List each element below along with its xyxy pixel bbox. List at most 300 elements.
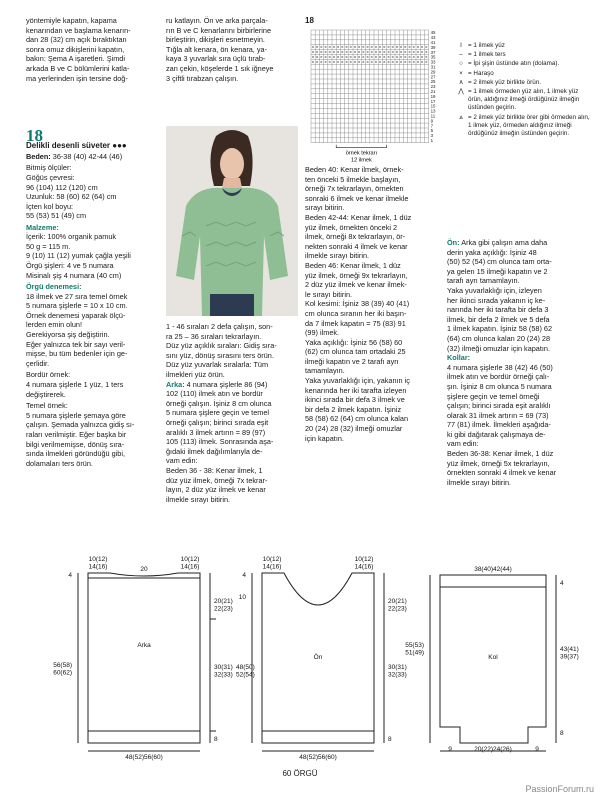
schematic-label: 4 [242,572,246,579]
schematic-label: 4 [68,572,72,579]
finished-label: Bitmiş ölçüler: [26,163,72,173]
column-2-body [166,322,294,504]
text-line: bakın: Şema A işaretleri. Şimdi [26,54,125,64]
chart-number: 18 [305,16,314,25]
schematic-label: 39(37) [560,653,579,661]
chart-stitch-mark: × [353,44,357,50]
chart-row-label: 9 [430,118,434,124]
text-line: 50 g = 115 m. [26,241,71,251]
chart-row-label: 33 [430,59,436,65]
text-line: (32) ilmeği omuzlar için kapatın. [447,343,551,353]
schematic-label: 32(33) [388,671,407,679]
text-line: Beden 42-44: Kenar ilmek, 1 düz [305,212,412,222]
text-line: olarak 31 ilmek artırın = 69 (73) [447,410,549,420]
legend-symbol: × [459,69,463,77]
chart-stitch-mark: × [336,49,340,55]
text-line: Yaka yuvarlaklığı için, yakanın iç [305,376,410,386]
text-line: rın B ve C kenarlarını birbirlerine [166,25,272,35]
chart-stitch-mark: × [320,49,323,55]
pattern-details [26,141,160,468]
chart-stitch-mark: × [315,49,319,55]
text-line: düz yüz ilmek, örneği 7x tekrar- [166,475,268,485]
chart-stitch-mark: × [349,44,353,50]
text-line: vam edin: [166,456,198,466]
chart-stitch-mark: × [378,44,382,50]
chart-stitch-mark: × [370,44,374,50]
chart-stitch-mark: × [408,54,411,60]
back-section: Arka: 4 numara şişlerle 86 (94) [166,379,268,389]
text-line: kenarında her iki tarafta izleyen [305,385,407,395]
chart-stitch-mark: × [387,44,390,50]
gauge-text [26,292,160,369]
finishing-text [166,16,294,83]
chart-stitch-mark: × [374,59,378,65]
back-instructions [166,389,294,504]
chart-stitch-mark: × [366,54,369,60]
chart-stitch-mark: × [362,54,365,60]
base-heading: Temel örnek: [26,401,68,411]
text-line: ilmek, bir defa 2 ilmek ve 5 defa [447,314,550,324]
chart-stitch-mark: × [320,54,323,60]
chart-stitch-mark: × [370,49,374,55]
schematic-label: 32(33) [214,671,233,679]
text-line: Beden 40: Kenar ilmek, örnek- [305,165,404,174]
chart-stitch-mark: × [399,44,403,50]
schematic-label: 43(41) [560,646,579,653]
text-line: ikinci sırada bir defa 3 ilmek ve [305,395,405,405]
chart-row-label: 13 [430,108,436,114]
legend-item [454,114,594,139]
chart-stitch-mark: × [315,54,319,60]
chart-stitch-mark: × [408,44,411,50]
chart-stitch-mark: × [383,44,386,50]
chart-stitch-mark: × [311,49,315,55]
chart-row-label: 25 [430,79,436,85]
front-instructions [447,248,577,354]
chart-stitch-mark: × [416,44,420,50]
chart-stitch-mark: × [353,49,357,55]
text-line: için kapatın. [305,433,344,443]
schematic-label: 30(31) [214,664,233,671]
chart-stitch-mark: × [395,49,399,55]
schematic-label: 14(16) [88,563,108,571]
chart-stitch-mark: × [324,49,327,55]
legend-item [454,60,594,68]
text-line: ra 25 – 36 sıraları tekrarlayın. [166,331,262,341]
chart-stitch-mark: × [395,59,399,65]
text-line: Misinalı şiş 4 numara (40 cm) [26,270,122,280]
chart-row-label: 45 [430,30,436,36]
text-line: tamamlayın. [305,366,345,376]
text-line: sırayı bitirin. [305,203,345,213]
text-line: Beden 36-38: Kenar ilmek, 1 düz [447,449,554,459]
text-line: İçerik: 100% organik pamuk [26,232,117,242]
text-line: (99) ilmek. [305,328,340,338]
chart-stitch-mark: × [370,54,374,60]
text-line: şişlere geçin ve temel örneği [447,391,540,401]
text-line: Beden 36 - 38: Kenar ilmek, 1 [166,465,263,475]
chart-stitch-mark: × [345,59,348,65]
text-line: örneği 7x tekrarlayın, örnekten [305,184,404,194]
chart-stitch-mark: × [416,59,420,65]
text-line: dan 28 (32) cm açık bıraktıktan [26,35,127,45]
sleeve-label: İçten kol boyu: [26,201,74,211]
chart-stitch-mark: × [387,54,390,60]
chart-stitch-mark: × [345,54,348,60]
chart-row-label: 37 [430,49,436,55]
stitch-chart [305,16,445,166]
chart-stitch-mark: × [320,44,323,50]
column-1 [26,16,160,83]
text-line: çalışın; birinci sırada eşit aralıklı [447,401,551,411]
schematic-label: 20(22)24(26) [474,746,512,753]
text-line: 1 ilmek kapatın. İşiniz 58 (58) 62 [447,324,553,334]
sleeves-instructions [447,363,577,488]
text-line: 5 numara şişlere geçin ve temel [166,408,270,418]
sleeve-value: 55 (53) 51 (49) cm [26,211,87,221]
chart-stitch-mark: × [374,49,378,55]
chart-stitch-mark: × [391,49,395,55]
text-line: ki gibi dağıtarak çalışmaya de- [447,429,546,439]
chart-row-label: 43 [430,35,436,41]
chart-legend [454,42,594,139]
text-line: aralıklı 3 ilmek artırın = 89 (97) [166,427,266,437]
text-line: birleştirin, dikişleri esnetmeyin. [166,35,265,45]
chart-stitch-mark: × [341,49,344,55]
chart-stitch-mark: × [311,44,315,50]
chart-stitch-mark: × [353,59,357,65]
pattern-title: Delikli desenli süveter ●●● [26,141,127,150]
schematic-label: 4 [560,580,564,587]
chart-stitch-mark: × [341,59,344,65]
border-heading: Bordür örnek: [26,370,71,380]
length-value: Uzunluk: 58 (60) 62 (64) cm [26,192,117,202]
text-line: Gerekiyorsa şiş değiştirin. [26,330,110,340]
chart-row-label: 11 [430,113,436,119]
chart-row-label: 21 [430,89,436,94]
chart-row-label: 23 [430,84,436,90]
text-line: kenarından ve başlama kenarın- [26,25,131,35]
chart-stitch-mark: × [404,54,407,60]
text-line: derin yaka açıklığı: İşiniz 48 [447,247,537,257]
chart-row-label: 17 [430,98,436,104]
text-line: Örnek denemesi yaparak ölçü- [26,310,126,320]
model-photo [166,126,298,316]
chart-stitch-mark: × [370,59,374,65]
chart-stitch-mark: × [378,54,382,60]
chart-stitch-mark: × [328,59,332,65]
text-line: cm olunca sıranın her iki başın- [305,308,407,318]
repeat-instructions [166,322,294,380]
text-line: ğıdaki ilmek dağılımlarıyla de- [166,446,263,456]
chart-stitch-mark: × [366,59,369,65]
schematic-label: 48(52)56(60) [125,754,163,761]
chart-stitch-mark: × [395,44,399,50]
legend-symbol: ○ [459,60,463,68]
text-line: da 7 ilmek kapatın = 75 (83) 91 [305,318,406,328]
chart-stitch-mark: × [391,44,395,50]
chart-stitch-mark: × [425,59,428,65]
schematic-label: 38(40)42(44) [474,566,512,573]
chart-stitch-mark: × [404,59,407,65]
text-line: 4 numara şişlerle 38 (42) 46 (50) [447,362,553,372]
chart-row-label: 5 [430,128,434,134]
schematic-label: 14(16) [354,563,374,571]
chart-stitch-mark: × [395,54,399,60]
front-section: Ön: Arka gibi çalışın ama daha [447,238,548,247]
chart-row-label: 29 [430,69,436,75]
pattern-number: 18 [26,126,43,145]
text-line: yöntemiyle kapatın, kapama [26,16,117,25]
text-line: ru katlayın. Ön ve arka parçala- [166,16,268,25]
repeat-label: 12 ilmek [350,157,372,164]
schematic-label: 22(23) [388,605,407,613]
chart-stitch-mark: × [332,54,336,60]
back-schematic [78,573,216,751]
text-line: nekten sonraki 4 ilmek ve kenar [305,241,408,251]
chart-stitch-mark: × [328,44,332,50]
chart-stitch-mark: × [425,44,428,50]
text-line: Örgü şişleri: 4 ve 5 numara [26,260,114,270]
chart-stitch-mark: × [412,59,416,65]
legend-text: = 2 ilmek yüz birlikte örün. [468,78,541,86]
legend-symbol: ∧ [458,78,464,86]
text-line: ten önceki 5 ilmekle başlayın, [305,174,401,184]
text-line: 5 numara şişlerle = 10 x 10 cm. [26,301,128,311]
materials-list [26,232,160,280]
chart-stitch-mark: × [341,44,344,50]
text-line: Kol kesimi: İşiniz 38 (39) 40 (41) [305,299,410,309]
size-line: Beden: 36-38 (40) 42-44 (46) [26,152,123,162]
chart-stitch-mark: × [408,59,411,65]
schematic-label: 10 [238,594,246,601]
chart-row-label: 7 [430,123,434,129]
chart-stitch-mark: × [328,54,332,60]
text-line: yüz ilmek, örnekten önceki 2 [305,222,398,232]
chart-stitch-mark: × [357,49,361,55]
text-line: raları verilmiştir. Eğer başka bir [26,430,127,439]
schematic-label: 48(50) [236,664,255,671]
chart-stitch-mark: × [324,44,327,50]
legend-text: = 1 ilmek yüz [468,42,505,49]
schematic-label: 9 [448,746,452,753]
schematic-label: 8 [388,736,392,743]
chart-stitch-mark: × [378,49,382,55]
schematic-label: 8 [214,736,218,743]
legend-symbol: – [459,51,463,59]
text-line: Yaka açıklığı: İşiniz 56 (58) 60 [305,337,403,347]
gauge-heading: Örgü denemesi: [26,282,82,292]
chart-stitch-mark: × [387,49,390,55]
schematic-label: 10(12) [262,556,282,563]
front-schematic [252,573,384,751]
chest-value: 96 (104) 112 (120) cm [26,182,98,192]
schematic-label: 20(21) [214,598,233,605]
chart-stitch-mark: × [399,49,403,55]
chart-stitch-mark: × [332,49,336,55]
schematic-label: 8 [560,730,564,737]
text-line: çalışın. Şemada yalnızca gidiş sı- [26,420,135,430]
schematic-label: 22(23) [214,605,233,613]
chart-stitch-mark: × [362,59,365,65]
chart-row-label: 31 [430,64,436,70]
text-line: örnekten sonraki 4 ilmek ve kenar [447,468,557,478]
text-line: lerden emin olun! [26,320,82,330]
watermark: PassionForum.ru [525,784,594,794]
chart-stitch-mark: × [387,59,390,65]
chart-stitch-mark: × [336,44,340,50]
text-line: şın. İşiniz 8 cm olunca 5 numara [447,381,552,391]
text-line: (50) 52 (54) cm olunca tam orta- [447,257,552,267]
schematic-label: Ön [313,654,323,661]
column-4 [447,238,577,487]
chart-stitch-mark: × [383,49,386,55]
text-line: örneği çalışın. İşiniz 8 cm olunca [166,398,272,408]
schematic-label: 60(62) [53,669,72,677]
legend-text: = Haraşo [468,69,494,77]
schematic-label: 9 [535,746,539,753]
repeat-bracket [336,145,386,148]
text-line: ilmekleri yüz örün. [166,369,225,379]
text-line: Yaka yuvarlaklığı için, izleyen [447,285,542,295]
chart-row-label: 39 [430,44,436,50]
schematic-label: Arka [137,642,151,649]
text-line: sonraki 6 ilmek ve kenar ilmekle [305,193,409,203]
text-line: her ikinci sırada yakanın iç ke- [447,295,546,305]
text-line: Tığla alt kenara, ön kenara, ya- [166,44,267,54]
schematic-label: 10(12) [354,556,374,563]
text-line: 3 çiftli tırabzan çalışın. [166,73,239,83]
chart-stitch-mark: × [412,49,416,55]
text-line: Düz yüz yuvarlak sıralarla: Tüm [166,360,269,370]
text-line: Beden 46: Kenar ilmek, 1 düz [305,260,401,270]
chart-stitch-mark: × [349,54,353,60]
text-line: 1 - 46 sıraları 2 defa çalışın, son- [166,322,273,331]
chart-stitch-mark: × [357,54,361,60]
chest-label: Göğüs çevresi: [26,172,75,182]
chart-row-label: 19 [430,93,436,99]
text-line: yüz ilmek, örneği 5x tekrarlayın, [447,458,550,468]
chart-stitch-mark: × [357,59,361,65]
text-line: 2 düz yüz ilmek ve kenar ilmek- [305,280,407,290]
legend-text: = 2 ilmek yüz birlikte örer gibi örmeden alın, 1 ilmek yüz, örmeden aldığınız ilmeği ördüğünüz ilmeğin üstünden geçirin. [468,113,590,138]
text-line: 20 (24) 28 (32) ilmeği omuzlar [305,424,403,434]
schematic-label: 10(12) [88,556,108,563]
chart-stitch-mark: × [366,49,369,55]
text-line: kaya 3 yuvarlak sıra üçlü tırab- [166,54,266,64]
schematic-label: 52(54) [236,671,255,679]
text-line: Eğer yalnızca tek bir sayı veril- [26,339,126,349]
base-text [26,411,160,469]
schematic-label: 30(31) [388,664,407,671]
chart-stitch-mark: × [311,54,315,60]
legend-item [454,70,594,78]
schematic-label: 20 [140,566,148,573]
legend-text: = 1 ilmek ters [468,51,506,59]
text-line: ilmek atın ve bordür örneği çalı- [447,372,550,382]
chart-stitch-mark: × [362,49,365,55]
text-line: ilmek, örneği 8x tekrarlayın, ör- [305,232,406,242]
chart-stitch-mark: × [383,54,386,60]
schematic-label: 20(21) [388,598,407,605]
legend-symbol: ⋀ [458,88,464,96]
text-line: mişse, bu tüm bedenler için ge- [26,349,128,359]
chart-stitch-mark: × [378,59,382,65]
border-text [26,380,160,399]
chart-stitch-mark: × [315,59,319,65]
text-line: tarafı ayrı tamamlayın. [447,276,520,286]
chart-stitch-mark: × [416,49,420,55]
intro-text [26,16,160,83]
materials-heading: Malzeme: [26,222,59,232]
text-line: çerlidir. [26,358,50,368]
chart-stitch-mark: × [425,49,428,55]
chart-stitch-mark: × [353,54,357,60]
chart-stitch-mark: × [425,54,428,60]
chart-stitch-mark: × [391,59,395,65]
chart-stitch-mark: × [374,54,378,60]
schematic-label: 10(12) [180,556,200,563]
text-line: 58 (58) 62 (64) cm olunca kalan [305,414,409,424]
schematic-label: 14(16) [180,563,200,571]
sleeve-schematic [430,575,556,751]
text-line: narında her iki tarafta bir defa 3 [447,305,549,315]
schematic-label: 51(49) [405,649,424,657]
chart-row-label: 15 [430,103,436,109]
schematic-label: 14(16) [262,563,282,571]
legend-item [454,42,594,50]
chart-stitch-mark: × [408,49,411,55]
column-3 [305,165,433,443]
sweater-model-illustration [166,126,298,316]
text-line: Düz yüz açıklık sıraları: Gidiş sıra- [166,341,277,351]
text-line: (64) cm olunca kalan 20 (24) 28 [447,333,551,343]
size-instructions [305,165,433,443]
text-line: bilgi verilmemişse, dönüş sıra- [26,439,125,449]
text-line: 9 (10) 11 (12) yumak çağla yeşili [26,251,131,261]
text-line: ya gelen 15 ilmeği kapatın ve 2 [447,266,548,276]
legend-text: = 1 ilmek örmeden yüz alın, 1 ilmek yüz örün, aldığınız ilmeği ördüğünüz ilmeğin üstünden geçirin. [468,88,580,112]
schematic-label: 56(58) [53,662,72,669]
legend-item [454,51,594,59]
chart-stitch-mark: × [391,54,395,60]
text-line: 18 ilmek ve 27 sıra temel örnek [26,291,128,301]
chart-row-label: 1 [430,138,434,143]
chart-stitch-mark: × [404,44,407,50]
chart-stitch-mark: × [328,49,332,55]
chart-stitch-mark: × [362,44,365,50]
text-line: 5 numara şişlerle şemaya göre [26,410,126,420]
chart-stitch-mark: × [420,59,424,65]
text-line: sında ilmekleri göründüğü gibi, [26,449,125,459]
text-line: ilmekle sırayı bitirin. [447,477,512,487]
text-line: dolamaları ters örün. [26,458,93,468]
chart-stitch-mark: × [349,59,353,65]
chart-stitch-mark: × [412,44,416,50]
text-line: 77 (81) ilmek. İlmekleri aşağıda- [447,420,551,430]
sleeves-heading: Kollar: [447,353,471,363]
chart-stitch-mark: × [311,59,315,65]
chart-stitch-mark: × [336,54,340,60]
schematic-label: Kol [488,654,498,661]
legend-item [454,79,594,87]
chart-stitch-mark: × [332,59,336,65]
legend-item [454,88,594,113]
chart-stitch-mark: × [420,49,424,55]
chart-stitch-mark: × [399,54,403,60]
legend-symbol: I [460,42,462,49]
chart-grid [305,16,445,166]
